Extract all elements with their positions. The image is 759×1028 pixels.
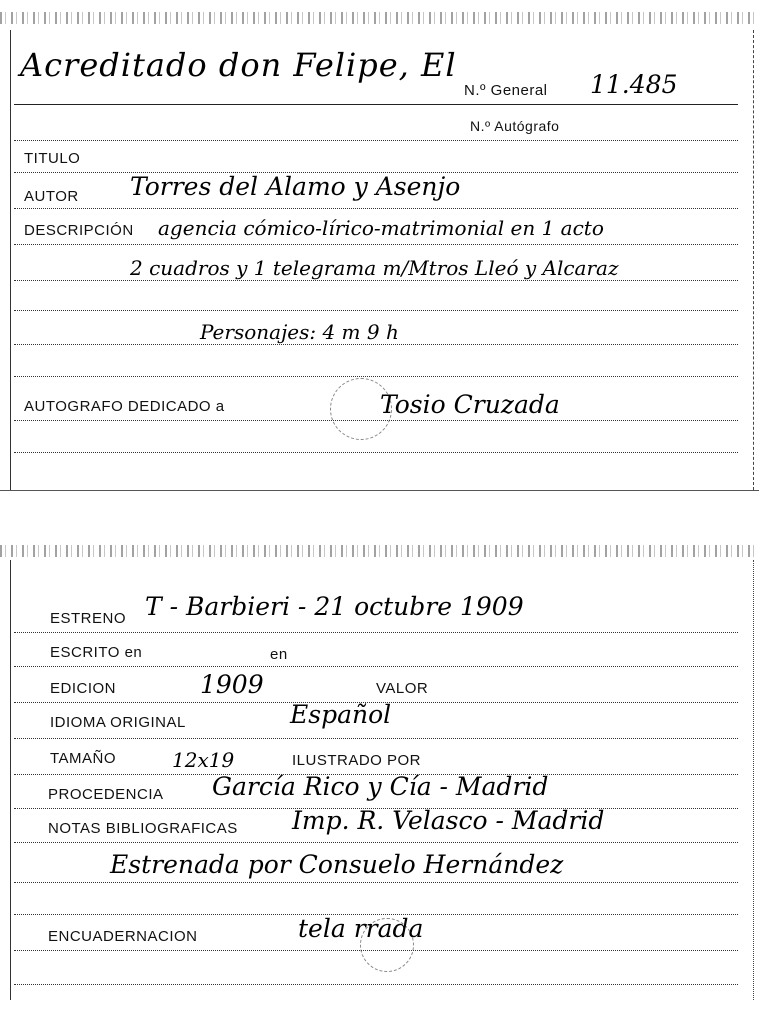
idioma-label: IDIOMA ORIGINAL [50, 714, 186, 731]
escrito-label: ESCRITO en [50, 644, 143, 661]
notas-label: NOTAS BIBLIOGRAFICAS [48, 820, 238, 837]
scan-edge-middle [0, 545, 759, 557]
rule [14, 882, 738, 883]
rule [14, 140, 738, 141]
estreno-label: ESTRENO [50, 610, 127, 627]
rule [14, 208, 738, 209]
idioma-value: Español [290, 700, 392, 729]
rule [14, 310, 738, 311]
rule [14, 420, 738, 421]
escrito-en-label: en [270, 646, 288, 663]
estreno-value: T - Barbieri - 21 octubre 1909 [145, 592, 524, 621]
rule [14, 344, 738, 345]
general-label: N.º General [464, 82, 548, 99]
encuadernacion-value: tela rrada [298, 914, 424, 943]
rule [14, 280, 738, 281]
rule [14, 632, 738, 633]
autografo-label: N.º Autógrafo [470, 118, 560, 134]
rule [14, 950, 738, 951]
descripcion-line-2: 2 cuadros y 1 telegrama m/Mtros Lleó y Alcaraz [130, 256, 619, 280]
title-handwritten: Acreditado don Felipe, El [20, 46, 457, 84]
procedencia-value: García Rico y Cía - Madrid [212, 772, 549, 801]
descripcion-label: DESCRIPCIÓN [24, 222, 134, 239]
autor-value: Torres del Alamo y Asenjo [130, 172, 461, 201]
procedencia-label: PROCEDENCIA [48, 786, 164, 803]
rule [14, 738, 738, 739]
tamano-value: 12x19 [172, 748, 235, 772]
rule [14, 452, 738, 453]
descripcion-line-1: agencia cómico-lírico-matrimonial en 1 acto [158, 216, 604, 240]
titulo-label: TITULO [24, 150, 81, 167]
rule [14, 666, 738, 667]
ilustrado-label: ILUSTRADO POR [292, 752, 422, 769]
rule [14, 984, 738, 985]
valor-label: VALOR [376, 680, 429, 697]
personajes-note: Personajes: 4 m 9 h [200, 320, 399, 344]
autor-label: AUTOR [24, 188, 79, 205]
rule [14, 376, 738, 377]
rule [14, 244, 738, 245]
notas-value: Imp. R. Velasco - Madrid [292, 806, 605, 835]
edicion-label: EDICION [50, 680, 117, 697]
card-cut-line [0, 490, 759, 491]
scan-edge-top [0, 12, 759, 24]
tamano-label: TAMAÑO [50, 750, 117, 767]
notas-line-2: Estrenada por Consuelo Hernández [110, 850, 564, 879]
rule [14, 104, 738, 105]
edicion-value: 1909 [200, 670, 264, 699]
rule [14, 842, 738, 843]
dedicado-label: AUTOGRAFO DEDICADO a [24, 398, 225, 415]
general-value: 11.485 [590, 70, 678, 99]
dedicado-value: Tosio Cruzada [380, 390, 560, 419]
encuadernacion-label: ENCUADERNACION [48, 928, 198, 945]
